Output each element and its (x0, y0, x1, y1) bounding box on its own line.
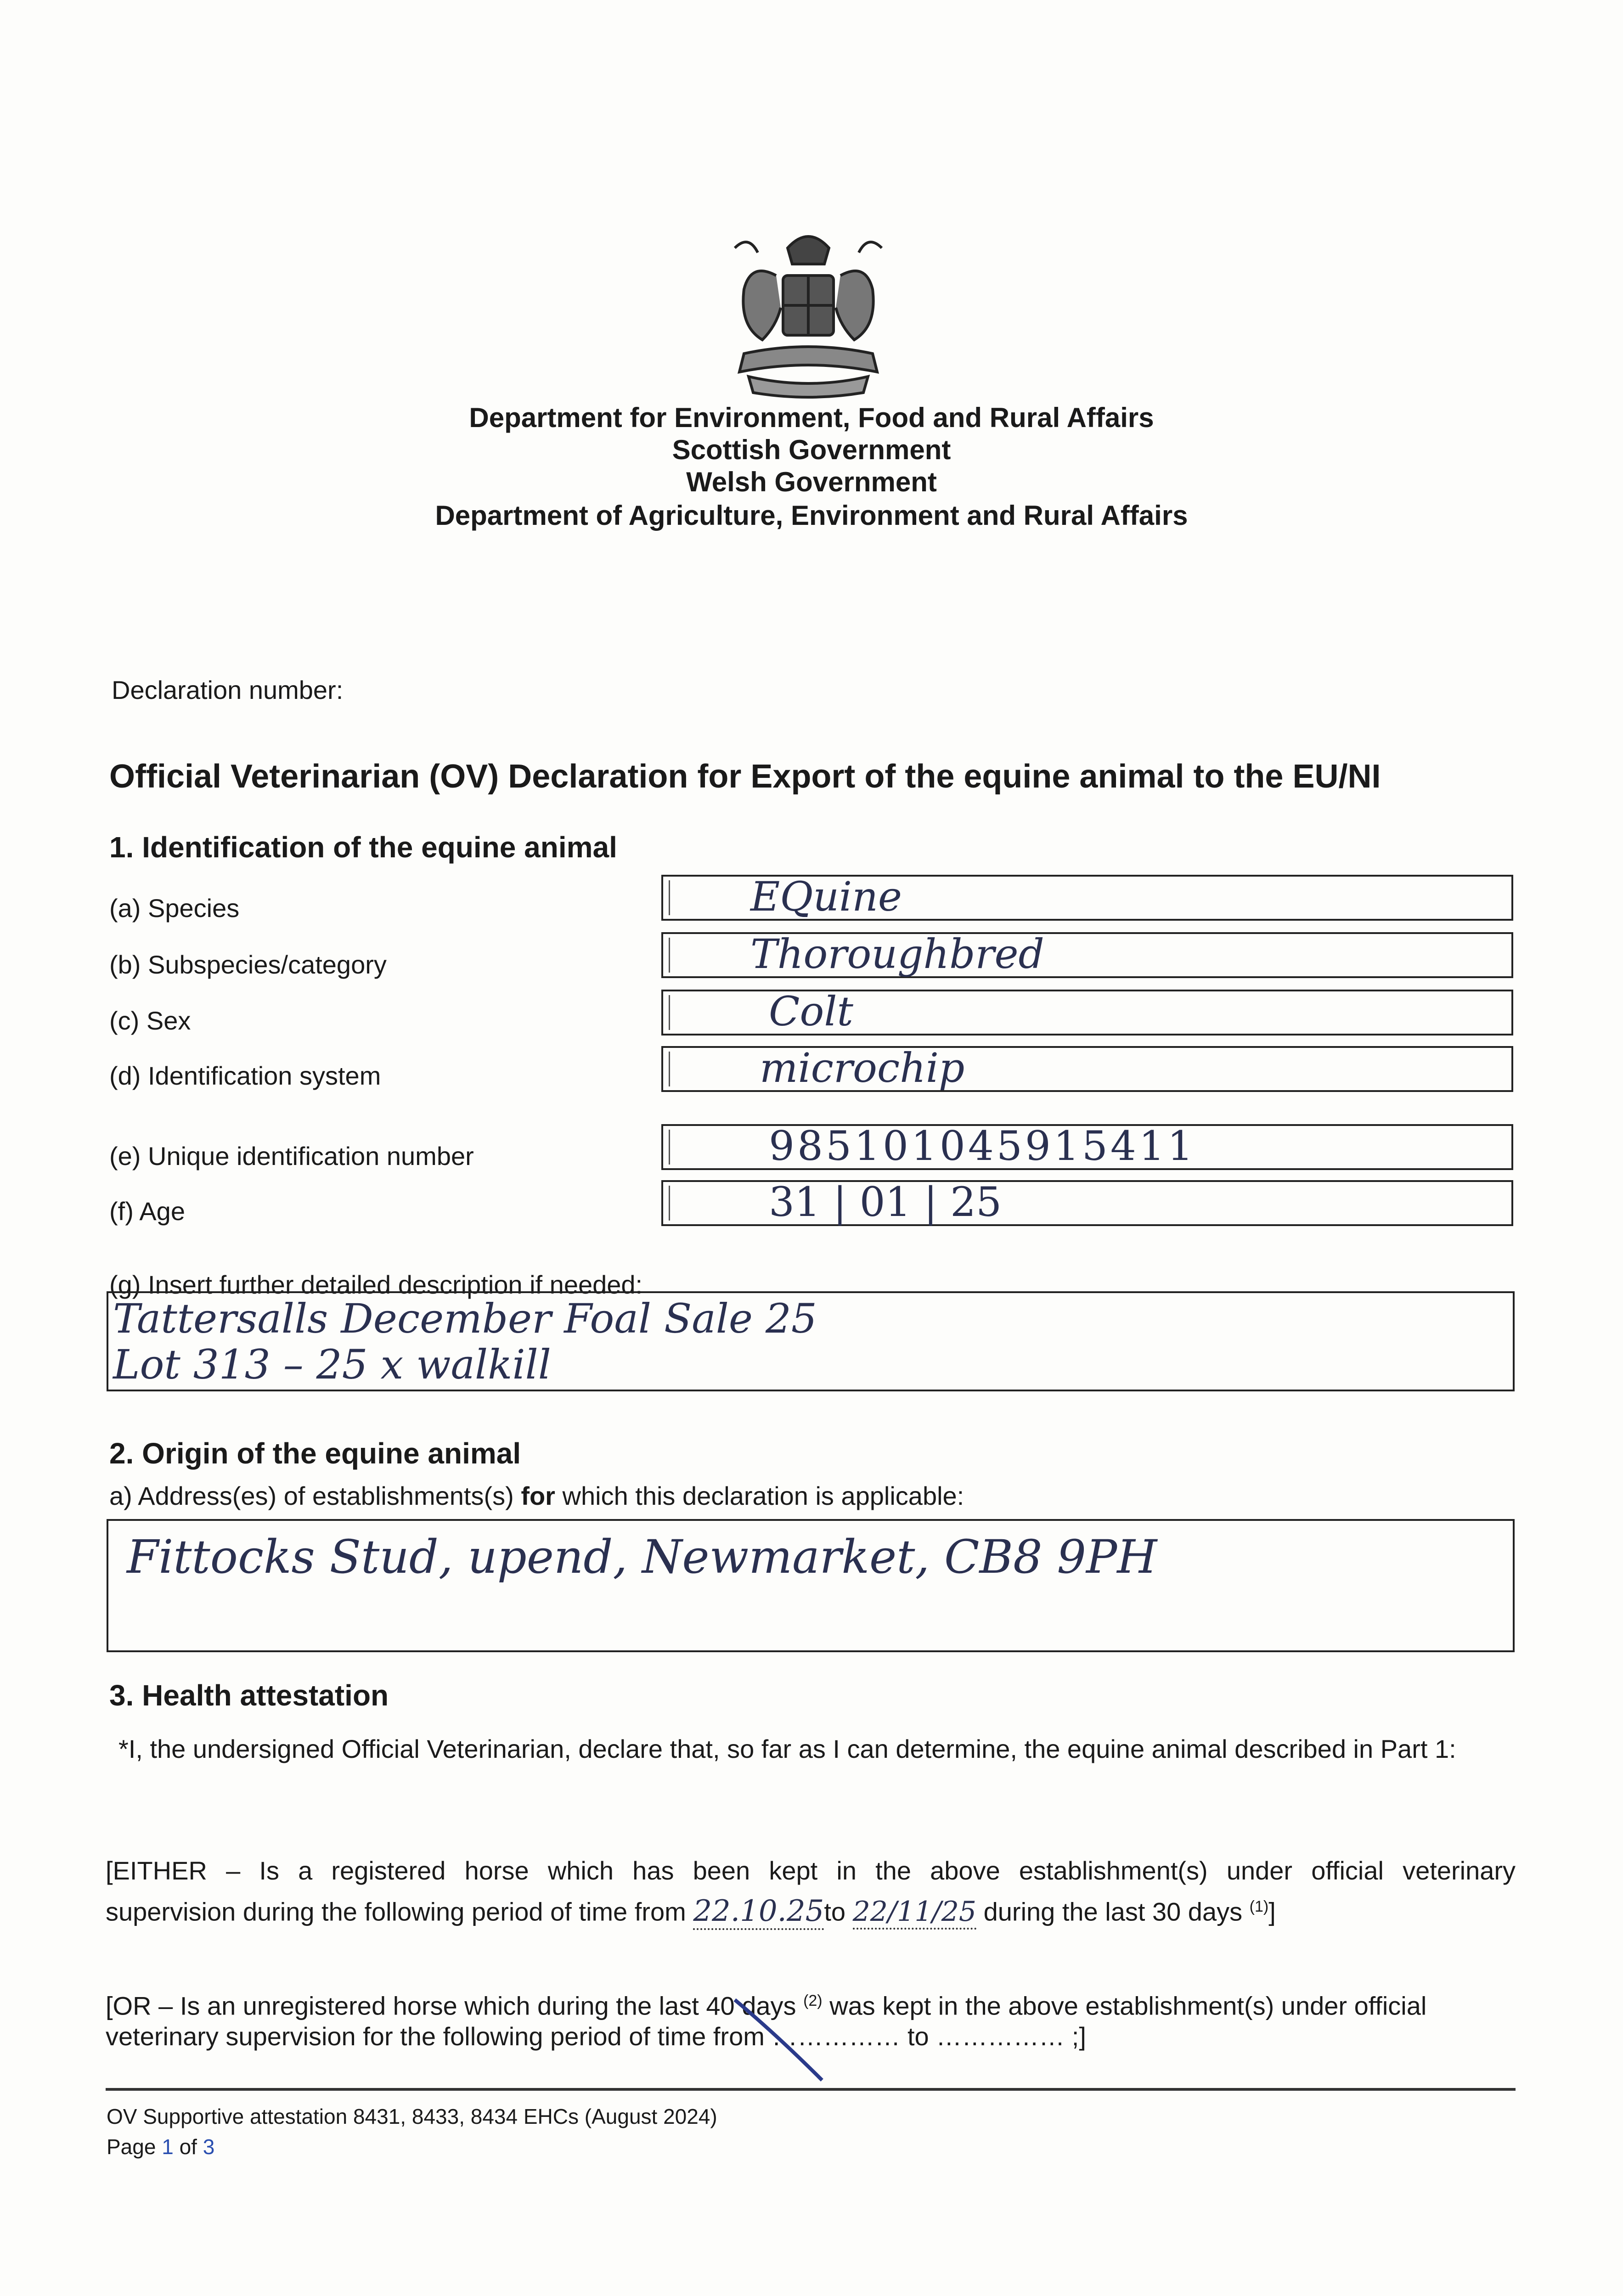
section3-heading: 3. Health attestation (109, 1679, 389, 1712)
subspecies-field[interactable] (661, 932, 1513, 978)
department-name: Scottish Government (672, 434, 951, 465)
strike-through-mark-icon (730, 1993, 831, 2085)
address-field[interactable] (107, 1519, 1515, 1652)
species-label: (a) Species (109, 894, 240, 923)
either-from-date[interactable]: 22.10.25 (693, 1894, 824, 1930)
species-field[interactable] (661, 875, 1513, 921)
section1-heading: 1. Identification of the equine animal (109, 831, 617, 864)
form-title: Official Veterinarian (OV) Declaration for Export of the equine animal to the EU/NI (109, 758, 1381, 795)
health-intro: *I, the undersigned Official Veterinarian, declare that, so far as I can determine, the equine animal described in Part 1: (118, 1734, 1456, 1763)
age-value: 31 | 01 | 25 (769, 1178, 1002, 1226)
page-indicator: Page 1 of 3 (107, 2135, 215, 2159)
either-line2: supervision during the following period of time from 22.10.25to 22/11/25 during the last 30 days $^{(1)}$] (106, 1889, 1516, 1930)
either-line1: [EITHER – Is a registered horse which has been kept in the above establishment(s) under official veterinary (106, 1856, 1516, 1885)
age-label: (f) Age (109, 1197, 185, 1226)
identification-system-field[interactable] (661, 1046, 1513, 1092)
section2-heading: 2. Origin of the equine animal (109, 1437, 521, 1470)
department-name: Welsh Government (686, 467, 937, 497)
age-field[interactable] (661, 1180, 1513, 1226)
description-field[interactable] (107, 1291, 1515, 1391)
address-label: a) Address(es) of establishments(s) for which this declaration is applicable: (109, 1481, 964, 1510)
footer-text: OV Supportive attestation 8431, 8433, 8434 EHCs (August 2024) (107, 2105, 717, 2128)
description-line: Tattersalls December Foal Sale 25 (113, 1295, 817, 1342)
declaration-number-label: Declaration number: (112, 675, 344, 704)
description-label: (g) Insert further detailed description if needed: (109, 1270, 643, 1299)
either-to-date[interactable]: 22/11/25 (853, 1896, 976, 1930)
subspecies-value: Thoroughbred (750, 930, 1044, 978)
identification-system-value: microchip (760, 1044, 965, 1092)
sex-field[interactable] (661, 990, 1513, 1035)
identification-system-label: (d) Identification system (109, 1061, 381, 1090)
unique-id-label: (e) Unique identification number (109, 1142, 474, 1171)
royal-coat-of-arms-icon (707, 220, 909, 404)
address-value: Fittocks Stud, upend, Newmarket, CB8 9PH (127, 1530, 1157, 1584)
unique-id-field[interactable] (661, 1124, 1513, 1170)
subspecies-label: (b) Subspecies/category (109, 950, 387, 979)
unique-id-value: 985101045915411 (769, 1122, 1196, 1170)
department-name: Department for Environment, Food and Rural Affairs (469, 402, 1154, 433)
sex-label: (c) Sex (109, 1006, 191, 1035)
species-value: EQuine (750, 873, 902, 920)
description-line: Lot 313 – 25 x walkill (113, 1341, 551, 1388)
sex-value: Colt (769, 988, 853, 1035)
department-name: Department of Agriculture, Environment and Rural Affairs (435, 500, 1188, 531)
footer-divider (106, 2088, 1516, 2091)
or-line1: [OR – Is an unregistered horse which during the last 40 days $^{(2)}$ was kept in the above establishment(s) under official (106, 1991, 1427, 2020)
or-line2: veterinary supervision for the following period of time from …………… to …………… ;] (106, 2022, 1086, 2051)
